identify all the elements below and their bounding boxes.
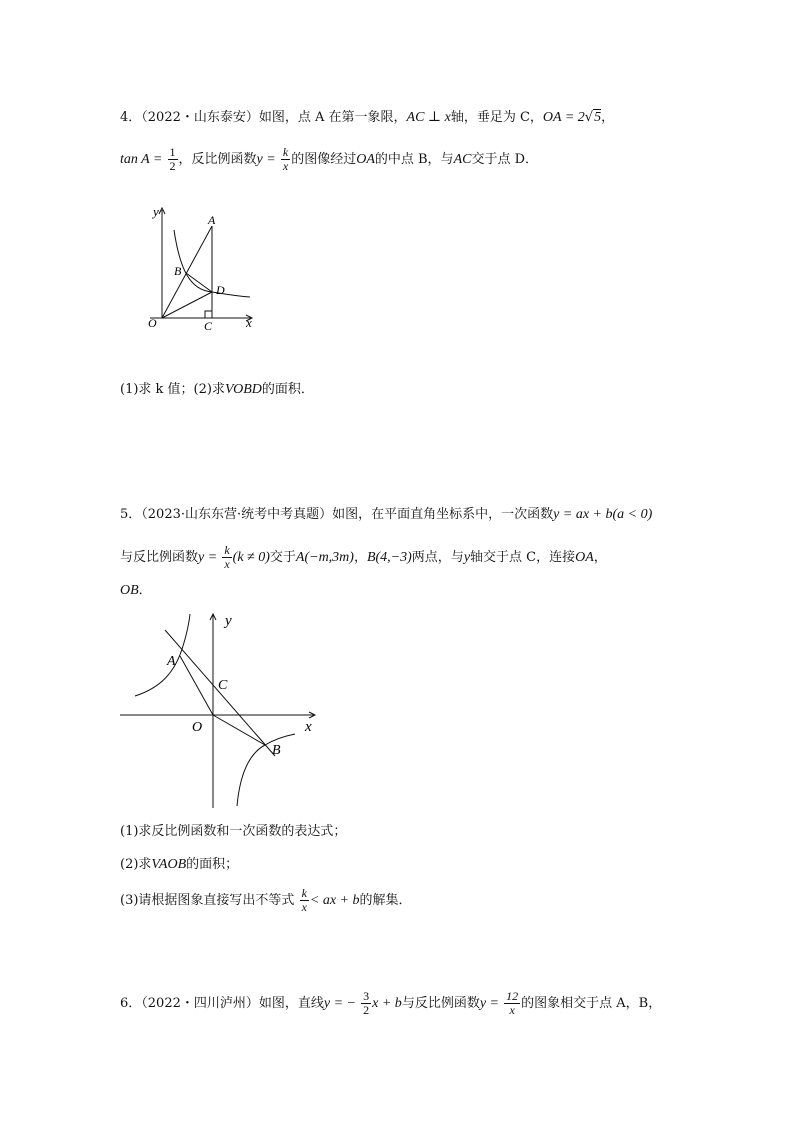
q5-point-a: A(−m,3m) xyxy=(295,550,354,565)
q4-text: ， xyxy=(601,110,615,125)
q5-text: 与反比例函数 xyxy=(120,550,199,565)
q5-ob: OB xyxy=(120,583,139,598)
q4-text: 的图像经过 xyxy=(291,152,357,167)
q6-k-fraction xyxy=(504,990,520,1017)
q5-point-b: B(4,−3) xyxy=(366,550,412,565)
q6-y-eq2: y = xyxy=(479,996,499,1011)
q4-text: 的中点 B，与 xyxy=(374,152,454,167)
q5-label-b: B xyxy=(272,743,281,758)
q5-text: 两点，与 xyxy=(411,550,464,565)
q4-right-angle-mark xyxy=(205,311,212,318)
q4-line2 xyxy=(120,146,538,173)
q4-ac-perp: AC ⊥ x xyxy=(406,110,451,125)
q5-y-axis-ref: y xyxy=(463,550,471,565)
q4-tan: tan A = xyxy=(120,152,163,167)
frac-den: x xyxy=(282,159,289,173)
q5-ineq-rhs: < ax + b xyxy=(309,893,360,908)
q5-line1 xyxy=(120,505,652,525)
q4-triangle: VOBD xyxy=(224,382,262,397)
q4-text: ，反比例函数 xyxy=(178,152,257,167)
q4-oa-eq: OA = 2 xyxy=(542,110,585,125)
q6-text: 的图象相交于点 A，B， xyxy=(521,996,662,1011)
q5-k-cond: (k ≠ 0) xyxy=(232,550,270,565)
q5-y-eq: y = xyxy=(198,550,218,565)
q5-text: ． xyxy=(138,583,152,598)
sqrt-sign: √ xyxy=(584,110,594,125)
q5-q3 xyxy=(120,887,412,914)
q5-q3-text: (3)请根据图象直接写出不等式 xyxy=(120,893,295,908)
q5-segment-ob xyxy=(213,715,265,745)
q4-source: （2022・山东泰安） xyxy=(141,110,259,125)
q5-linear: y = ax + b xyxy=(553,507,613,522)
q5-source: （2023·山东东营·统考中考真题） xyxy=(141,507,333,522)
q5-text: ， xyxy=(353,550,367,565)
q5-label-a: A xyxy=(167,654,176,669)
q4-question-text: (1)求 k 值；(2)求 xyxy=(120,382,225,397)
q4-label-b: B xyxy=(174,264,182,278)
q5-label-c: C xyxy=(218,678,228,693)
q5-linear-line xyxy=(165,630,275,756)
q5-hyperbola-q2 xyxy=(135,614,190,696)
frac-den: x xyxy=(224,557,230,571)
q4-segment-oa xyxy=(162,226,212,318)
q5-label-x: x xyxy=(305,719,312,735)
q6-source: （2022・四川泸州） xyxy=(141,996,259,1011)
q5-q2-text: 的面积； xyxy=(186,857,239,872)
q5-label-o: O xyxy=(192,720,203,735)
q4-text: 交于点 D． xyxy=(471,152,539,167)
q6-fraction xyxy=(361,990,371,1017)
q5-q3-text: 的解集． xyxy=(359,893,412,908)
frac-num: k xyxy=(282,145,289,159)
q6-linear: x + b xyxy=(372,996,402,1011)
q4-label-x: x xyxy=(246,315,252,330)
q5-text: 交于 xyxy=(269,550,296,565)
frac-den: 2 xyxy=(169,159,176,173)
q4-question-text: 的面积． xyxy=(261,382,314,397)
q4-segment-bd xyxy=(186,273,212,292)
frac-num: 1 xyxy=(169,145,176,159)
q5-q1-text: (1)求反比例函数和一次函数的表达式； xyxy=(120,824,347,839)
q5-hyperbola-q4 xyxy=(237,734,295,806)
q4-text: 轴，垂足为 C， xyxy=(450,110,543,125)
frac-num: 3 xyxy=(363,989,370,1003)
q4-sqrt-value: 5 xyxy=(594,110,602,125)
q5-label-y: y xyxy=(225,613,232,629)
q4-tan-fraction xyxy=(168,146,178,173)
q4-label-y: y xyxy=(153,204,159,219)
q5-text: ， xyxy=(593,550,607,565)
q5-k-fraction xyxy=(222,544,231,571)
frac-num: k xyxy=(224,543,230,557)
q5-cond: (a < 0) xyxy=(612,507,653,522)
q4-ac: AC xyxy=(453,152,472,167)
q5-q2-text: (2)求 xyxy=(120,857,152,872)
q5-q2 xyxy=(120,855,238,875)
q6-line1 xyxy=(120,990,661,1017)
q4-label-c: C xyxy=(204,319,213,333)
q4-number: 4． xyxy=(120,110,142,125)
q4-label-a: A xyxy=(208,213,216,227)
q5-figure xyxy=(115,608,330,813)
q4-question xyxy=(120,380,314,400)
q4-line1 xyxy=(120,108,614,128)
frac-den: x xyxy=(509,1003,515,1017)
q4-text: 如图，点 A 在第一象限， xyxy=(258,110,407,125)
frac-num: k xyxy=(301,886,307,900)
q5-q1 xyxy=(120,822,346,842)
q6-text: 与反比例函数 xyxy=(401,996,480,1011)
q4-y-eq: y = xyxy=(256,152,276,167)
q5-line2 xyxy=(120,544,607,571)
q4-label-o: O xyxy=(148,316,157,330)
q6-number: 6． xyxy=(120,996,142,1011)
q5-segment-oa xyxy=(180,656,213,715)
q4-figure xyxy=(140,200,270,340)
q5-line3 xyxy=(120,581,152,601)
frac-den: x xyxy=(301,900,307,914)
q5-text: 如图，在平面直角坐标系中，一次函数 xyxy=(332,507,554,522)
q4-label-d: D xyxy=(216,283,225,297)
q5-text: 轴交于点 C，连接 xyxy=(470,550,576,565)
q5-number: 5． xyxy=(120,507,142,522)
frac-num: 12 xyxy=(506,989,519,1003)
q5-triangle: VAOB xyxy=(151,857,187,872)
q6-y-eq: y = − xyxy=(323,996,356,1011)
q5-ineq-fraction xyxy=(300,887,309,914)
q4-oa: OA xyxy=(356,152,375,167)
q6-text: 如图，直线 xyxy=(258,996,324,1011)
q4-k-fraction xyxy=(281,146,290,173)
frac-den: 2 xyxy=(363,1003,370,1017)
q5-oa: OA xyxy=(575,550,594,565)
